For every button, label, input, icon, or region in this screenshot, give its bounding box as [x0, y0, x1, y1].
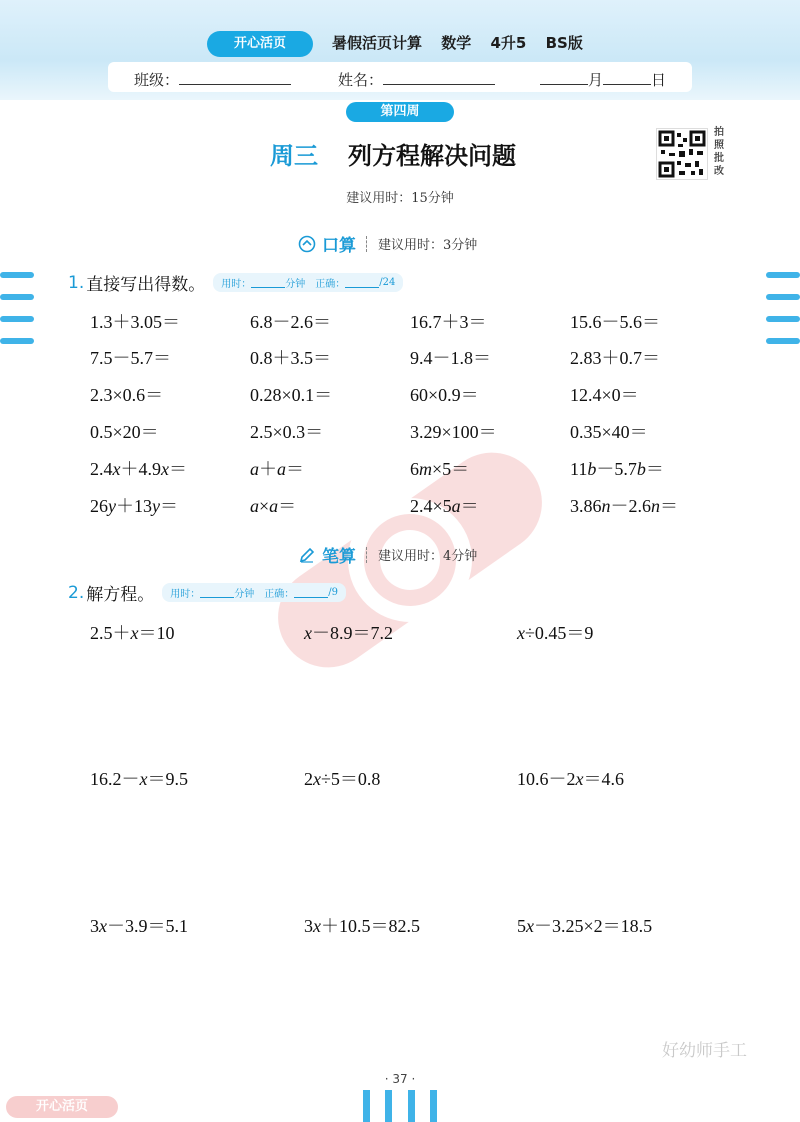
subject: 数学 — [441, 34, 472, 52]
question-number: 1. — [68, 272, 85, 293]
question-1-title — [68, 270, 403, 295]
equation: 3x＋10.5＝82.5 — [304, 916, 420, 936]
question-text: 解方程。 — [86, 585, 155, 605]
credit-watermark: 好幼师手工 — [662, 1041, 747, 1061]
progress-tracker[interactable]: 用时： 分钟 正确： /24 — [213, 273, 403, 292]
question-text: 直接写出得数。 — [86, 275, 206, 295]
question-2-title — [68, 580, 346, 605]
section-name: 口算 — [322, 236, 356, 256]
footer-bar — [430, 1090, 437, 1122]
edition: BS版 — [545, 34, 583, 52]
problem: 2.5×0.3＝ — [250, 422, 324, 442]
problem: 3.29×100＝ — [410, 422, 497, 442]
name-label: 姓名： — [338, 71, 384, 89]
student-info-bar — [108, 62, 692, 92]
problem: 0.28×0.1＝ — [250, 385, 333, 405]
problem: 60×0.9＝ — [410, 385, 479, 405]
problem: 3.86n－2.6n＝ — [570, 496, 678, 516]
scan-to-grade-label: 拍照批改 — [714, 127, 724, 177]
footer-bar — [385, 1090, 392, 1122]
side-mark — [766, 272, 800, 278]
side-mark — [0, 316, 34, 322]
section-time: 建议用时：3分钟 — [378, 238, 478, 253]
section-time: 建议用时：4分钟 — [378, 549, 478, 564]
grade: 4升5 — [490, 34, 527, 52]
problem: 1.3＋3.05＝ — [90, 312, 180, 332]
problem: 6m×5＝ — [410, 459, 470, 479]
problem: a＋a＝ — [250, 459, 304, 479]
section-mental-math — [298, 231, 477, 256]
class-field[interactable] — [134, 69, 291, 90]
side-mark — [0, 338, 34, 344]
book-title: 暑假活页计算 — [332, 34, 423, 52]
month-label: 月 — [588, 71, 604, 89]
problem: 7.5－5.7＝ — [90, 348, 171, 368]
section-name: 笔算 — [322, 547, 356, 567]
progress-tracker[interactable]: 用时： 分钟 正确： /9 — [162, 583, 346, 602]
footer-bar — [363, 1090, 370, 1122]
equation: 2.5＋x＝10 — [90, 623, 175, 643]
problem: 6.8－2.6＝ — [250, 312, 331, 332]
problem: 11b－5.7b＝ — [570, 459, 664, 479]
problem: 9.4－1.8＝ — [410, 348, 491, 368]
side-mark — [766, 294, 800, 300]
problem: 2.83＋0.7＝ — [570, 348, 660, 368]
problem: 26y＋13y＝ — [90, 496, 178, 516]
pencil-icon — [298, 546, 316, 564]
problem: 0.35×40＝ — [570, 422, 648, 442]
problem: 12.4×0＝ — [570, 385, 639, 405]
equation: 2x÷5＝0.8 — [304, 769, 381, 789]
name-field[interactable] — [338, 69, 495, 90]
class-label: 班级： — [134, 71, 180, 89]
lesson-title: 列方程解决问题 — [348, 142, 516, 170]
problem: 0.8＋3.5＝ — [250, 348, 331, 368]
suggested-time: 建议用时：15分钟 — [346, 191, 454, 206]
header-title — [332, 32, 597, 53]
equation: x－8.9＝7.2 — [304, 623, 393, 643]
equation: 3x－3.9＝5.1 — [90, 916, 188, 936]
equation: 10.6－2x＝4.6 — [517, 769, 624, 789]
day-label: 日 — [651, 71, 667, 89]
problem: 16.7＋3＝ — [410, 312, 487, 332]
problem: 2.3×0.6＝ — [90, 385, 164, 405]
side-mark — [766, 338, 800, 344]
calculator-icon — [298, 235, 316, 253]
qr-code-icon[interactable] — [656, 128, 708, 180]
week-tag: 第四周 — [346, 102, 454, 122]
day-title: 周三 — [270, 142, 318, 170]
footer-bar — [408, 1090, 415, 1122]
side-mark — [0, 294, 34, 300]
divider — [366, 547, 368, 563]
brand-logo: 开心活页 — [207, 31, 313, 57]
side-mark — [766, 316, 800, 322]
equation: x÷0.45＝9 — [517, 623, 594, 643]
page-number: · 37 · — [384, 1072, 416, 1086]
problem: 0.5×20＝ — [90, 422, 159, 442]
footer-logo: 开心活页 — [6, 1096, 118, 1118]
problem: a×a＝ — [250, 496, 297, 516]
problem: 2.4×5a＝ — [410, 496, 479, 516]
equation: 5x－3.25×2＝18.5 — [517, 916, 653, 936]
equation: 16.2－x＝9.5 — [90, 769, 188, 789]
section-written-math — [298, 542, 477, 567]
problem: 2.4x＋4.9x＝ — [90, 459, 187, 479]
side-mark — [0, 272, 34, 278]
problem: 15.6－5.6＝ — [570, 312, 660, 332]
question-number: 2. — [68, 582, 85, 603]
divider — [366, 236, 368, 252]
date-field[interactable] — [540, 69, 666, 90]
